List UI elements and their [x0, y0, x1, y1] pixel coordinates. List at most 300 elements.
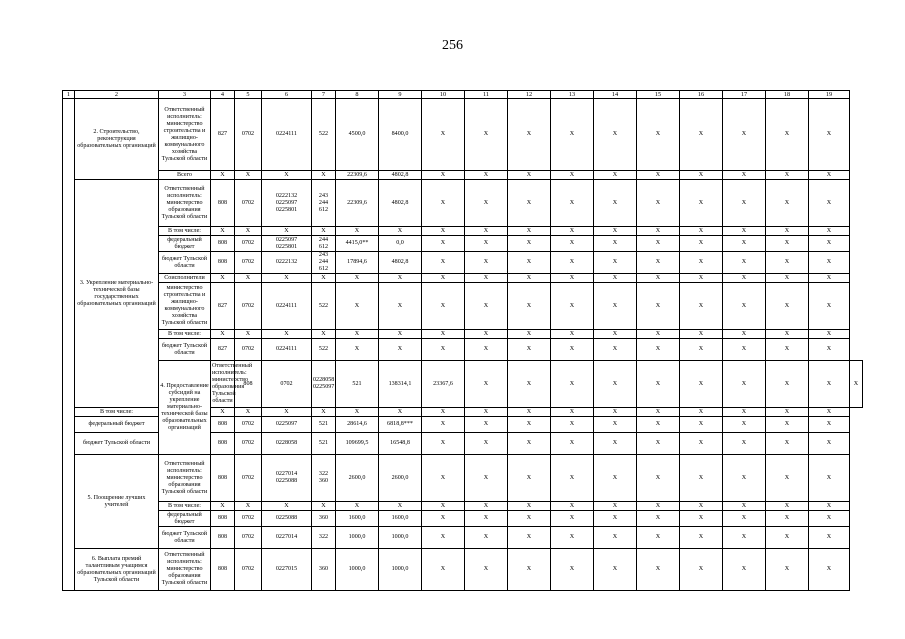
- cell-col-14: X: [594, 339, 637, 361]
- cell-col-19: X: [809, 549, 850, 591]
- cell-grbs-code: 808: [211, 417, 235, 433]
- cell-col-19: X: [850, 361, 863, 408]
- cell-col-15: X: [637, 99, 680, 171]
- cell-grbs-code: 808: [211, 433, 235, 455]
- cell-col-14: X: [594, 283, 637, 330]
- cell-expense-type: X: [312, 502, 336, 511]
- cell-expense-type: 243 244 612: [312, 180, 336, 227]
- cell-executor: В том числе:: [159, 502, 211, 511]
- cell-grbs-code: 808: [211, 236, 235, 252]
- cell-amount-col-9: 23367,6: [422, 361, 465, 408]
- cell-col-11: X: [465, 236, 508, 252]
- cell-col-12: X: [508, 511, 551, 527]
- cell-expense-type: 322 360: [312, 455, 336, 502]
- cell-section-code: 0702: [235, 417, 262, 433]
- cell-col-19: X: [809, 227, 850, 236]
- budget-table: [62, 90, 863, 591]
- cell-col-18: X: [766, 527, 809, 549]
- cell-col-13: X: [551, 236, 594, 252]
- cell-expense-type: 522: [312, 283, 336, 330]
- cell-grbs-code: 808: [211, 511, 235, 527]
- cell-amount-col-9: 1600,0: [379, 511, 422, 527]
- cell-target-article: X: [262, 171, 312, 180]
- cell-grbs-code: 827: [211, 283, 235, 330]
- cell-amount-col-9: 4802,8: [379, 252, 422, 274]
- cell-col-15: X: [637, 433, 680, 455]
- cell-grbs-code: 827: [211, 339, 235, 361]
- cell-col-13: X: [594, 361, 637, 408]
- header-cell-col-15: 15: [637, 91, 680, 99]
- cell-col-18: X: [766, 274, 809, 283]
- cell-col-17: X: [723, 433, 766, 455]
- cell-col-14: X: [594, 180, 637, 227]
- cell-target-article: 0228058: [262, 433, 312, 455]
- header-cell-amount-col-8: 8: [336, 91, 379, 99]
- cell-executor: федеральный бюджет: [75, 417, 159, 433]
- cell-col-19: X: [809, 511, 850, 527]
- cell-target-article: X: [262, 274, 312, 283]
- cell-col-10: X: [422, 527, 465, 549]
- cell-col-13: X: [551, 99, 594, 171]
- event-name-cell: 6. Выплата премий талантливым учащимся образовательных организаций Тульской области: [75, 549, 159, 591]
- cell-expense-type: 522: [312, 99, 336, 171]
- cell-col-16: X: [680, 180, 723, 227]
- cell-col-17: X: [723, 339, 766, 361]
- cell-col-19: X: [809, 408, 850, 417]
- cell-amount-col-9: 4802,8: [379, 180, 422, 227]
- cell-amount-col-8: 1000,0: [336, 527, 379, 549]
- cell-col-10: X: [422, 433, 465, 455]
- cell-col-14: X: [594, 455, 637, 502]
- cell-grbs-code: X: [211, 171, 235, 180]
- cell-expense-type: 521: [312, 433, 336, 455]
- cell-amount-col-8: 109699,5: [336, 433, 379, 455]
- header-cell-grbs-code: 4: [211, 91, 235, 99]
- cell-target-article: 0224111: [262, 99, 312, 171]
- header-row: [63, 91, 863, 99]
- cell-col-13: X: [551, 171, 594, 180]
- cell-section-code: X: [235, 227, 262, 236]
- cell-col-17: X: [723, 330, 766, 339]
- cell-col-12: X: [508, 527, 551, 549]
- cell-col-12: X: [508, 227, 551, 236]
- cell-expense-type: X: [312, 330, 336, 339]
- cell-col-15: X: [637, 171, 680, 180]
- cell-executor: Ответственный исполнитель: министерство строительства и жилищно-коммунального хозяйства Тульской области: [159, 99, 211, 171]
- cell-executor: В том числе:: [159, 330, 211, 339]
- cell-col-14: X: [594, 408, 637, 417]
- cell-amount-col-8: X: [336, 274, 379, 283]
- cell-target-article: 0228058 0225097: [312, 361, 336, 408]
- cell-col-10: X: [422, 417, 465, 433]
- cell-expense-type: 521: [312, 417, 336, 433]
- cell-executor: бюджет Тульской области: [75, 433, 159, 455]
- header-cell-col-11: 11: [465, 91, 508, 99]
- cell-col-10: X: [422, 339, 465, 361]
- cell-grbs-code: 827: [211, 99, 235, 171]
- cell-col-11: X: [465, 408, 508, 417]
- cell-col-19: X: [809, 180, 850, 227]
- cell-expense-type: X: [312, 408, 336, 417]
- event-name-cell: 5. Поощрение лучших учителей: [75, 455, 159, 549]
- cell-target-article: 0225097: [262, 417, 312, 433]
- cell-col-17: X: [723, 511, 766, 527]
- header-cell-col-13: 13: [551, 91, 594, 99]
- cell-section-code: 0702: [235, 511, 262, 527]
- cell-amount-col-8: 22309,6: [336, 180, 379, 227]
- cell-col-12: X: [508, 283, 551, 330]
- cell-col-17: X: [723, 455, 766, 502]
- cell-col-14: X: [594, 171, 637, 180]
- cell-col-19: X: [809, 455, 850, 502]
- cell-section-code: 0702: [235, 455, 262, 502]
- table-row: [63, 455, 863, 502]
- cell-col-10: X: [422, 99, 465, 171]
- header-cell-amount-col-9: 9: [379, 91, 422, 99]
- cell-section-code: 0702: [235, 252, 262, 274]
- cell-col-18: X: [766, 339, 809, 361]
- cell-col-12: X: [508, 236, 551, 252]
- cell-section-code: X: [235, 502, 262, 511]
- cell-col-15: X: [637, 339, 680, 361]
- cell-col-11: X: [465, 339, 508, 361]
- cell-col-15: X: [637, 527, 680, 549]
- cell-col-17: X: [723, 236, 766, 252]
- cell-section-code: 0702: [235, 99, 262, 171]
- cell-col-19: X: [809, 171, 850, 180]
- cell-target-article: 0227014: [262, 527, 312, 549]
- cell-amount-col-8: 17894,6: [336, 252, 379, 274]
- cell-expense-type: 322: [312, 527, 336, 549]
- cell-executor: бюджет Тульской области: [159, 527, 211, 549]
- cell-col-18: X: [766, 417, 809, 433]
- cell-executor: министерство строительства и жилищно-коммунального хозяйства Тульской области: [159, 283, 211, 330]
- cell-col-14: X: [594, 417, 637, 433]
- cell-col-10: X: [422, 455, 465, 502]
- cell-col-15: X: [637, 511, 680, 527]
- cell-col-15: X: [637, 283, 680, 330]
- cell-col-19: X: [809, 330, 850, 339]
- cell-col-19: X: [809, 339, 850, 361]
- table-row: [63, 361, 863, 408]
- cell-grbs-code: X: [211, 330, 235, 339]
- cell-amount-col-9: X: [379, 274, 422, 283]
- cell-col-15: X: [637, 408, 680, 417]
- cell-col-11: X: [465, 171, 508, 180]
- table-row: [63, 171, 863, 180]
- event-name-cell: 4. Предоставление субсидий на укрепление материально-технической базы образовательных организаций: [159, 361, 211, 455]
- cell-col-10: X: [422, 252, 465, 274]
- cell-col-12: X: [508, 274, 551, 283]
- cell-col-13: X: [551, 433, 594, 455]
- cell-col-15: X: [637, 274, 680, 283]
- cell-col-17: X: [723, 227, 766, 236]
- header-cell-row-number: 1: [63, 91, 75, 99]
- cell-col-12: X: [508, 330, 551, 339]
- cell-expense-type: 360: [312, 511, 336, 527]
- cell-col-16: X: [680, 502, 723, 511]
- cell-section-code: 0702: [235, 527, 262, 549]
- cell-col-13: X: [551, 330, 594, 339]
- cell-executor: бюджет Тульской области: [159, 252, 211, 274]
- cell-amount-col-9: X: [379, 408, 422, 417]
- cell-target-article: 0227015: [262, 549, 312, 591]
- cell-col-14: X: [594, 330, 637, 339]
- cell-col-12: X: [508, 252, 551, 274]
- cell-col-18: X: [766, 408, 809, 417]
- cell-col-11: X: [465, 180, 508, 227]
- cell-col-10: X: [422, 236, 465, 252]
- cell-col-17: X: [723, 527, 766, 549]
- cell-col-16: X: [723, 361, 766, 408]
- cell-col-19: X: [809, 274, 850, 283]
- cell-col-18: X: [766, 171, 809, 180]
- cell-col-16: X: [680, 236, 723, 252]
- cell-col-13: X: [551, 408, 594, 417]
- cell-col-11: X: [465, 227, 508, 236]
- cell-amount-col-8: 1600,0: [336, 511, 379, 527]
- cell-col-12: X: [551, 361, 594, 408]
- cell-section-code: X: [235, 274, 262, 283]
- cell-col-12: X: [508, 180, 551, 227]
- cell-col-12: X: [508, 99, 551, 171]
- cell-col-19: X: [809, 283, 850, 330]
- cell-col-12: X: [508, 433, 551, 455]
- cell-col-18: X: [766, 433, 809, 455]
- cell-col-19: X: [809, 99, 850, 171]
- cell-col-17: X: [723, 180, 766, 227]
- cell-target-article: X: [262, 227, 312, 236]
- cell-col-16: X: [680, 408, 723, 417]
- cell-col-15: X: [637, 330, 680, 339]
- header-cell-event-name: 2: [75, 91, 159, 99]
- cell-col-14: X: [594, 527, 637, 549]
- cell-section-code: X: [235, 330, 262, 339]
- cell-col-18: X: [766, 236, 809, 252]
- cell-col-19: X: [809, 433, 850, 455]
- cell-target-article: 0225097 0225801: [262, 236, 312, 252]
- cell-executor: Соисполнители: [159, 274, 211, 283]
- cell-col-18: X: [766, 180, 809, 227]
- cell-col-11: X: [465, 330, 508, 339]
- cell-col-13: X: [551, 511, 594, 527]
- cell-col-14: X: [594, 252, 637, 274]
- cell-col-10: X: [422, 330, 465, 339]
- cell-col-10: X: [422, 274, 465, 283]
- cell-col-14: X: [594, 236, 637, 252]
- table-row: [63, 99, 863, 171]
- cell-col-11: X: [465, 502, 508, 511]
- table-row: [63, 236, 863, 252]
- cell-col-18: X: [766, 283, 809, 330]
- cell-col-11: X: [465, 549, 508, 591]
- cell-col-14: X: [637, 361, 680, 408]
- cell-amount-col-9: X: [379, 502, 422, 511]
- cell-col-16: X: [680, 252, 723, 274]
- cell-col-10: X: [422, 171, 465, 180]
- cell-target-article: X: [262, 330, 312, 339]
- cell-col-14: X: [594, 227, 637, 236]
- cell-col-16: X: [680, 171, 723, 180]
- table-row: [63, 283, 863, 330]
- cell-target-article: 0224111: [262, 283, 312, 330]
- cell-col-17: X: [723, 283, 766, 330]
- cell-executor: Ответственный исполнитель: министерство образования Тульской области: [159, 455, 211, 502]
- cell-expense-type: X: [312, 274, 336, 283]
- header-cell-section-code: 5: [235, 91, 262, 99]
- cell-col-16: X: [680, 339, 723, 361]
- cell-executor: бюджет Тульской области: [159, 339, 211, 361]
- cell-section-code: 0702: [235, 283, 262, 330]
- cell-amount-col-9: 2600,0: [379, 455, 422, 502]
- cell-amount-col-9: X: [379, 330, 422, 339]
- cell-section-code: 0702: [235, 339, 262, 361]
- cell-amount-col-9: 8400,0: [379, 99, 422, 171]
- cell-col-11: X: [465, 283, 508, 330]
- cell-grbs-code: X: [211, 408, 235, 417]
- cell-expense-type: 521: [336, 361, 379, 408]
- cell-col-12: X: [508, 455, 551, 502]
- cell-col-13: X: [551, 274, 594, 283]
- header-cell-target-article: 6: [262, 91, 312, 99]
- header-cell-col-18: 18: [766, 91, 809, 99]
- cell-amount-col-9: 1000,0: [379, 527, 422, 549]
- cell-col-10: X: [422, 227, 465, 236]
- cell-executor: В том числе:: [75, 408, 159, 417]
- table-row: [63, 511, 863, 527]
- cell-amount-col-8: X: [336, 502, 379, 511]
- cell-amount-col-8: 4415,0**: [336, 236, 379, 252]
- cell-grbs-code: 808: [211, 549, 235, 591]
- cell-col-16: X: [680, 455, 723, 502]
- cell-section-code: 0702: [235, 433, 262, 455]
- cell-expense-type: 244 612: [312, 236, 336, 252]
- cell-col-17: X: [723, 99, 766, 171]
- cell-col-11: X: [465, 417, 508, 433]
- cell-grbs-code: 808: [211, 455, 235, 502]
- cell-col-11: X: [508, 361, 551, 408]
- cell-col-16: X: [680, 283, 723, 330]
- cell-col-15: X: [637, 252, 680, 274]
- cell-col-13: X: [551, 180, 594, 227]
- cell-col-13: X: [551, 283, 594, 330]
- cell-col-16: X: [680, 549, 723, 591]
- cell-amount-col-9: X: [379, 339, 422, 361]
- cell-col-17: X: [723, 417, 766, 433]
- cell-amount-col-8: X: [336, 227, 379, 236]
- header-cell-col-19: 19: [809, 91, 850, 99]
- cell-col-15: X: [680, 361, 723, 408]
- table-row: [63, 180, 863, 227]
- cell-col-13: X: [551, 339, 594, 361]
- cell-amount-col-8: X: [336, 283, 379, 330]
- cell-col-16: X: [680, 330, 723, 339]
- cell-col-17: X: [723, 171, 766, 180]
- cell-expense-type: X: [312, 171, 336, 180]
- cell-target-article: 0222132 0225097 0225801: [262, 180, 312, 227]
- cell-target-article: X: [262, 408, 312, 417]
- cell-section-code: 0702: [262, 361, 312, 408]
- header-cell-col-17: 17: [723, 91, 766, 99]
- cell-col-17: X: [723, 502, 766, 511]
- cell-col-13: X: [551, 527, 594, 549]
- cell-col-11: X: [465, 455, 508, 502]
- cell-executor: В том числе:: [159, 227, 211, 236]
- table-row: [63, 339, 863, 361]
- cell-grbs-code: X: [211, 274, 235, 283]
- cell-amount-col-8: 2600,0: [336, 455, 379, 502]
- cell-col-12: X: [508, 408, 551, 417]
- cell-col-12: X: [508, 502, 551, 511]
- cell-col-18: X: [766, 511, 809, 527]
- cell-amount-col-9: 1000,0: [379, 549, 422, 591]
- cell-col-11: X: [465, 252, 508, 274]
- cell-executor: Ответственный исполнитель: министерство образования Тульской области: [211, 361, 235, 408]
- cell-col-14: X: [594, 274, 637, 283]
- cell-amount-col-9: 6818,8***: [379, 417, 422, 433]
- cell-col-15: X: [637, 502, 680, 511]
- cell-executor: Ответственный исполнитель: министерство образования Тульской области: [159, 549, 211, 591]
- cell-col-17: X: [723, 549, 766, 591]
- cell-col-15: X: [637, 236, 680, 252]
- event-name-cell: 3. Укрепление материально-технической базы государственных образовательных организаций: [75, 180, 159, 408]
- cell-amount-col-8: 4500,0: [336, 99, 379, 171]
- cell-expense-type: X: [312, 227, 336, 236]
- cell-col-10: X: [422, 180, 465, 227]
- cell-col-19: X: [809, 527, 850, 549]
- cell-col-18: X: [766, 330, 809, 339]
- cell-col-18: X: [766, 227, 809, 236]
- cell-target-article: 0227014 0225088: [262, 455, 312, 502]
- cell-col-10: X: [422, 283, 465, 330]
- cell-col-14: X: [594, 511, 637, 527]
- cell-amount-col-8: 28614,6: [336, 417, 379, 433]
- cell-col-13: X: [551, 417, 594, 433]
- cell-grbs-code: 808: [211, 252, 235, 274]
- cell-expense-type: 522: [312, 339, 336, 361]
- table-row: [63, 502, 863, 511]
- cell-col-16: X: [680, 527, 723, 549]
- cell-col-15: X: [637, 227, 680, 236]
- cell-col-14: X: [594, 549, 637, 591]
- cell-col-18: X: [766, 99, 809, 171]
- cell-target-article: X: [262, 502, 312, 511]
- cell-executor: федеральный бюджет: [159, 511, 211, 527]
- cell-col-18: X: [766, 455, 809, 502]
- cell-executor: федеральный бюджет: [159, 236, 211, 252]
- cell-col-16: X: [680, 99, 723, 171]
- cell-amount-col-8: 1000,0: [336, 549, 379, 591]
- header-cell-col-16: 16: [680, 91, 723, 99]
- cell-col-13: X: [551, 252, 594, 274]
- cell-target-article: 0222132: [262, 252, 312, 274]
- cell-col-11: X: [465, 274, 508, 283]
- cell-grbs-code: X: [211, 502, 235, 511]
- cell-col-11: X: [465, 527, 508, 549]
- cell-col-17: X: [723, 252, 766, 274]
- row-number-cell: [63, 99, 75, 591]
- cell-col-12: X: [508, 171, 551, 180]
- cell-col-11: X: [465, 433, 508, 455]
- cell-col-15: X: [637, 455, 680, 502]
- cell-amount-col-9: 4802,8: [379, 171, 422, 180]
- table-row: [63, 330, 863, 339]
- cell-amount-col-8: X: [336, 408, 379, 417]
- cell-col-18: X: [809, 361, 850, 408]
- cell-grbs-code: 808: [235, 361, 262, 408]
- cell-col-18: X: [766, 549, 809, 591]
- cell-col-19: X: [809, 252, 850, 274]
